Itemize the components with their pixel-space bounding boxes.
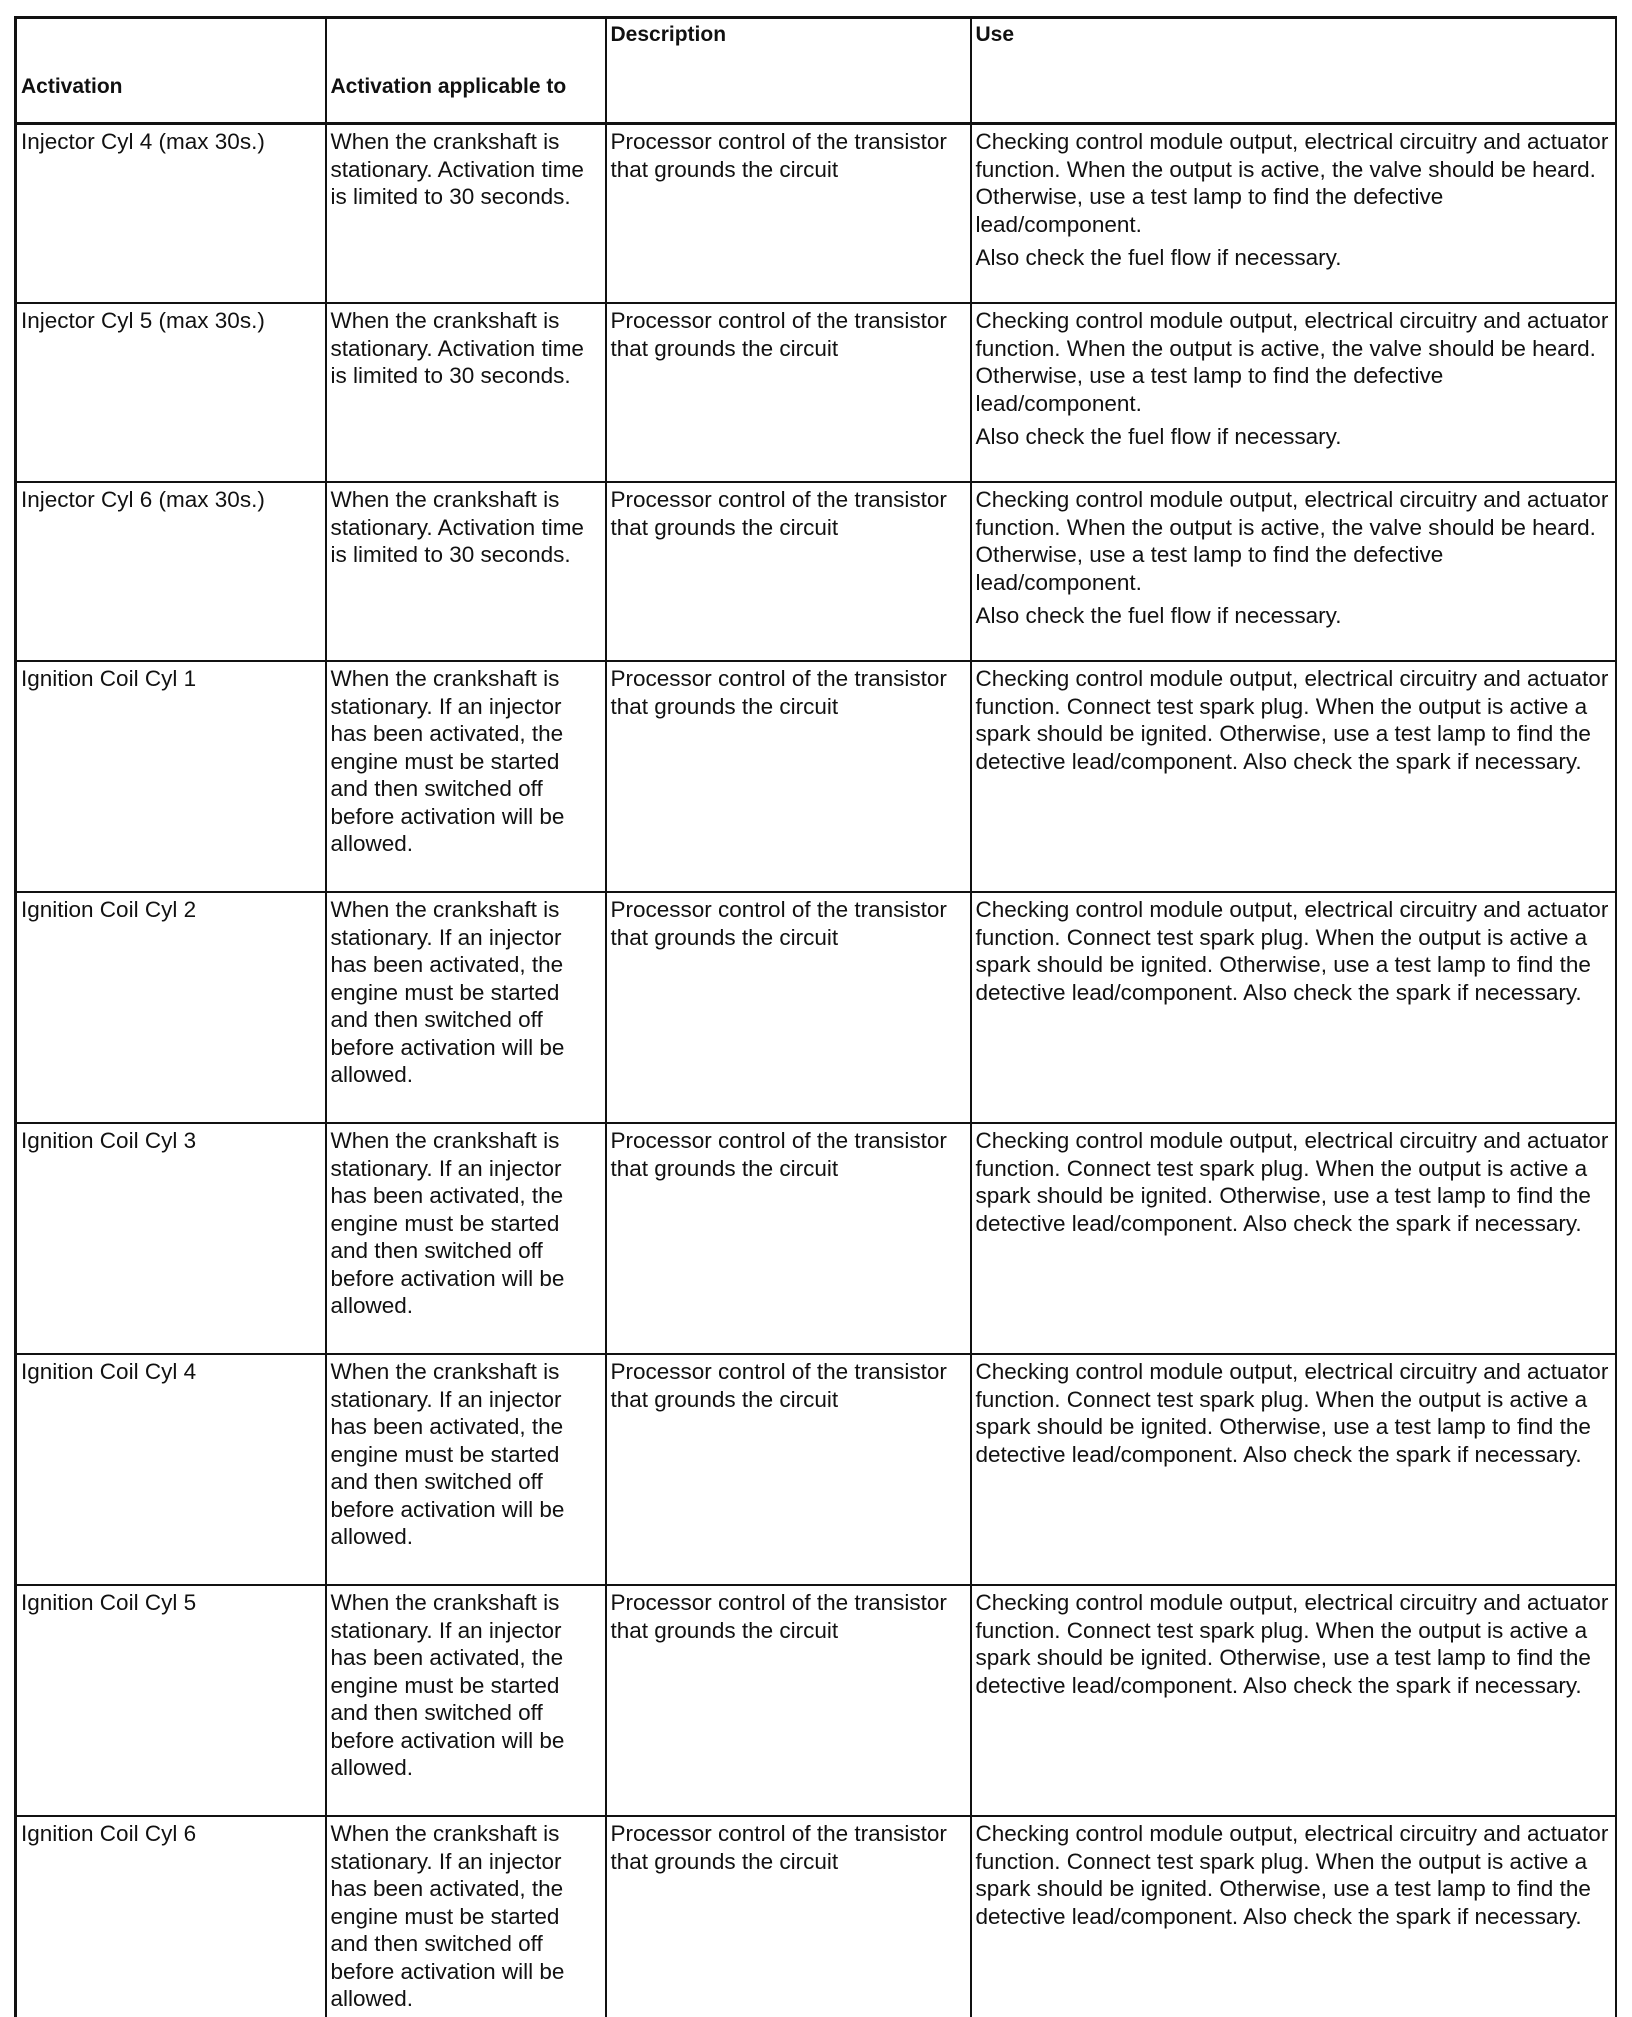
document-page: [14, 16, 1614, 2017]
cell-description: Processor control of the transistor that grounds the circuit: [606, 1585, 971, 1816]
cell-use: [971, 303, 1616, 482]
cell-activation: Injector Cyl 5 (max 30s.): [16, 303, 326, 482]
cell-applicable-to: When the crankshaft is stationary. If an injector has been activated, the engine must be started and then switched off before activation will be allowed.: [326, 1354, 606, 1585]
table-row: [16, 661, 1616, 892]
cell-applicable-to: When the crankshaft is stationary. If an injector has been activated, the engine must be started and then switched off before activation will be allowed.: [326, 1123, 606, 1354]
cell-applicable-to: When the crankshaft is stationary. If an injector has been activated, the engine must be started and then switched off before activation will be allowed.: [326, 1585, 606, 1816]
cell-description: Processor control of the transistor that grounds the circuit: [606, 661, 971, 892]
table-row: [16, 1585, 1616, 1816]
table-row: [16, 482, 1616, 661]
use-text: Checking control module output, electrical circuitry and actuator function. When the output is active, the valve should be heard. Otherwise, use a test lamp to find the defective lead/component.: [975, 308, 1609, 416]
header-description: Description: [606, 18, 971, 124]
cell-use: Checking control module output, electrical circuitry and actuator function. Connect test spark plug. When the output is active a spark should be ignited. Otherwise, use a test lamp to find the detective lead/component. Also check the spark if necessary.: [971, 1354, 1616, 1585]
cell-description: Processor control of the transistor that grounds the circuit: [606, 1123, 971, 1354]
cell-applicable-to: When the crankshaft is stationary. Activation time is limited to 30 seconds.: [326, 303, 606, 482]
table-header-row: [16, 18, 1616, 124]
header-applicable-to: Activation applicable to: [326, 18, 606, 124]
cell-use: Checking control module output, electrical circuitry and actuator function. Connect test spark plug. When the output is active a spark should be ignited. Otherwise, use a test lamp to find the detective lead/component. Also check the spark if necessary.: [971, 1123, 1616, 1354]
table-row: [16, 1123, 1616, 1354]
use-extra-text: Also check the fuel flow if necessary.: [975, 603, 1342, 628]
cell-use: [971, 124, 1616, 304]
cell-description: Processor control of the transistor that grounds the circuit: [606, 482, 971, 661]
use-extra-text: Also check the fuel flow if necessary.: [975, 245, 1342, 270]
cell-use: Checking control module output, electrical circuitry and actuator function. Connect test spark plug. When the output is active a spark should be ignited. Otherwise, use a test lamp to find the detective lead/component. Also check the spark if necessary.: [971, 1585, 1616, 1816]
use-text: Checking control module output, electrical circuitry and actuator function. When the output is active, the valve should be heard. Otherwise, use a test lamp to find the defective lead/component.: [975, 487, 1609, 595]
cell-applicable-to: When the crankshaft is stationary. If an injector has been activated, the engine must be started and then switched off before activation will be allowed.: [326, 892, 606, 1123]
cell-use: [971, 482, 1616, 661]
cell-activation: Injector Cyl 4 (max 30s.): [16, 124, 326, 304]
table-row: [16, 892, 1616, 1123]
cell-applicable-to: When the crankshaft is stationary. If an injector has been activated, the engine must be started and then switched off before activation will be allowed.: [326, 661, 606, 892]
cell-activation: Ignition Coil Cyl 4: [16, 1354, 326, 1585]
cell-activation: Ignition Coil Cyl 2: [16, 892, 326, 1123]
cell-use: Checking control module output, electrical circuitry and actuator function. Connect test spark plug. When the output is active a spark should be ignited. Otherwise, use a test lamp to find the detective lead/component. Also check the spark if necessary.: [971, 1816, 1616, 2017]
table-row: [16, 1816, 1616, 2017]
cell-applicable-to: When the crankshaft is stationary. Activation time is limited to 30 seconds.: [326, 482, 606, 661]
use-extra-text: Also check the fuel flow if necessary.: [975, 424, 1342, 449]
activation-table: [14, 16, 1617, 2017]
cell-description: Processor control of the transistor that grounds the circuit: [606, 1816, 971, 2017]
cell-activation: Ignition Coil Cyl 3: [16, 1123, 326, 1354]
cell-description: Processor control of the transistor that grounds the circuit: [606, 892, 971, 1123]
cell-description: Processor control of the transistor that grounds the circuit: [606, 124, 971, 304]
cell-use: Checking control module output, electrical circuitry and actuator function. Connect test spark plug. When the output is active a spark should be ignited. Otherwise, use a test lamp to find the detective lead/component. Also check the spark if necessary.: [971, 892, 1616, 1123]
cell-activation: Injector Cyl 6 (max 30s.): [16, 482, 326, 661]
cell-applicable-to: When the crankshaft is stationary. If an injector has been activated, the engine must be started and then switched off before activation will be allowed.: [326, 1816, 606, 2017]
cell-activation: Ignition Coil Cyl 5: [16, 1585, 326, 1816]
cell-description: Processor control of the transistor that grounds the circuit: [606, 1354, 971, 1585]
table-row: [16, 124, 1616, 304]
cell-applicable-to: When the crankshaft is stationary. Activation time is limited to 30 seconds.: [326, 124, 606, 304]
cell-activation: Ignition Coil Cyl 1: [16, 661, 326, 892]
cell-activation: Ignition Coil Cyl 6: [16, 1816, 326, 2017]
cell-description: Processor control of the transistor that grounds the circuit: [606, 303, 971, 482]
table-row: [16, 1354, 1616, 1585]
use-text: Checking control module output, electrical circuitry and actuator function. When the output is active, the valve should be heard. Otherwise, use a test lamp to find the defective lead/component.: [975, 129, 1609, 237]
header-use: Use: [971, 18, 1616, 124]
header-activation: Activation: [16, 18, 326, 124]
cell-use: Checking control module output, electrical circuitry and actuator function. Connect test spark plug. When the output is active a spark should be ignited. Otherwise, use a test lamp to find the detective lead/component. Also check the spark if necessary.: [971, 661, 1616, 892]
table-row: [16, 303, 1616, 482]
